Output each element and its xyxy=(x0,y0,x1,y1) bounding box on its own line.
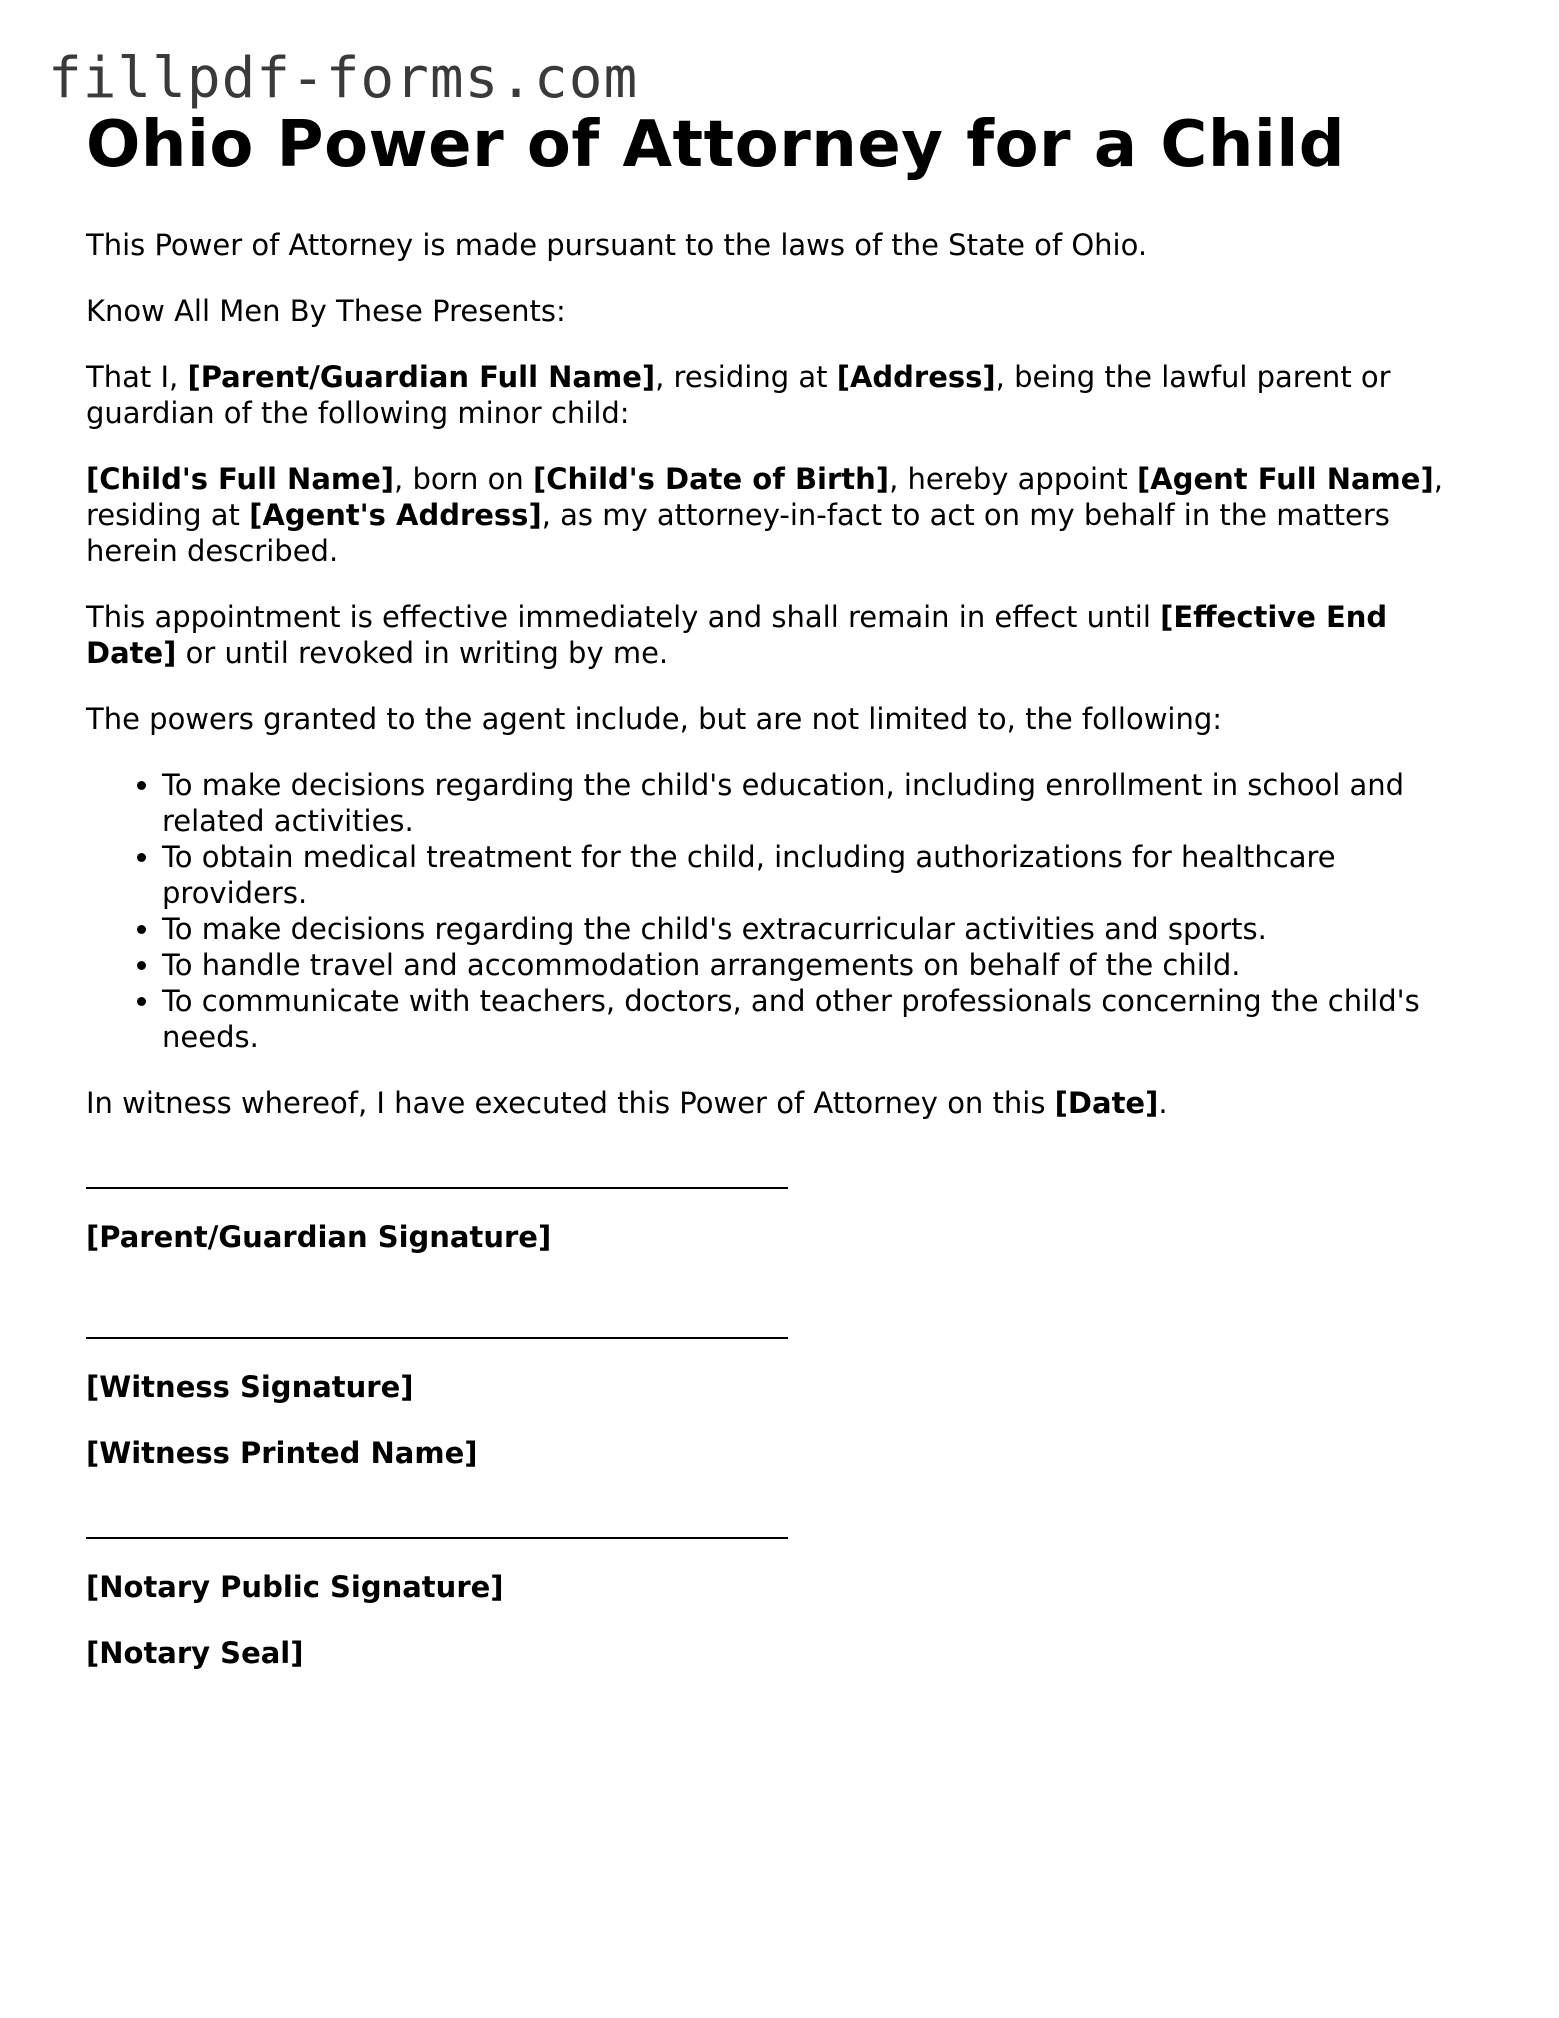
text: In witness whereof, I have executed this Power of Attorney on this xyxy=(86,1086,1055,1120)
text: That I, xyxy=(86,360,188,394)
parent-signature-line xyxy=(86,1157,788,1189)
watermark: fillpdf-forms.com xyxy=(48,46,639,111)
child-dob-field: [Child's Date of Birth] xyxy=(532,462,890,496)
document-body xyxy=(86,227,1486,1671)
effective-paragraph xyxy=(86,599,1486,671)
address-field: [Address] xyxy=(836,360,996,394)
parent-name-field: [Parent/Guardian Full Name] xyxy=(187,360,656,394)
text: , residing at xyxy=(86,462,1443,532)
list-item: • To make decisions regarding the child's education, including enrollment in school and related activities. xyxy=(162,767,1486,839)
notary-signature-label: [Notary Public Signature] xyxy=(86,1570,504,1604)
text: , being the lawful parent or guardian of the following minor child: xyxy=(86,360,1391,430)
text: This appointment is effective immediately and shall remain in effect until xyxy=(86,600,1161,634)
powers-list xyxy=(86,767,1486,1055)
end-date-field: [Effective End Date] xyxy=(86,600,1388,670)
text: or until revoked in writing by me. xyxy=(176,636,669,670)
powers-intro: The powers granted to the agent include, but are not limited to, the following: xyxy=(86,702,1223,736)
list-item: • To make decisions regarding the child's extracurricular activities and sports. xyxy=(162,911,1486,947)
document xyxy=(86,105,1486,1671)
list-item: • To obtain medical treatment for the child, including authorizations for healthcare providers. xyxy=(162,839,1486,911)
document-title: Ohio Power of Attorney for a Child xyxy=(86,108,1346,182)
child-name-field: [Child's Full Name] xyxy=(86,462,395,496)
text: , hereby appoint xyxy=(889,462,1137,496)
witness-signature-line xyxy=(86,1307,788,1339)
agent-name-field: [Agent Full Name] xyxy=(1137,462,1434,496)
text: , born on xyxy=(394,462,533,496)
parent-paragraph xyxy=(86,359,1486,431)
notary-signature-line xyxy=(86,1507,788,1539)
intro-paragraph: This Power of Attorney is made pursuant to the laws of the State of Ohio. xyxy=(86,228,1148,262)
list-item: • To handle travel and accommodation arrangements on behalf of the child. xyxy=(162,947,1486,983)
date-field: [Date] xyxy=(1054,1086,1159,1120)
child-paragraph xyxy=(86,461,1486,569)
witness-signature-label: [Witness Signature] xyxy=(86,1370,414,1404)
salutation: Know All Men By These Presents: xyxy=(86,294,566,328)
text: , as my attorney-in-fact to act on my behalf in the matters herein described. xyxy=(86,498,1390,568)
text: , residing at xyxy=(655,360,837,394)
parent-signature-label: [Parent/Guardian Signature] xyxy=(86,1220,552,1254)
agent-address-field: [Agent's Address] xyxy=(249,498,542,532)
witness-printed-name-label: [Witness Printed Name] xyxy=(86,1436,478,1470)
text: . xyxy=(1158,1086,1168,1120)
witness-paragraph xyxy=(86,1085,1486,1121)
notary-seal-label: [Notary Seal] xyxy=(86,1636,304,1670)
list-item: • To communicate with teachers, doctors, and other professionals concerning the child's needs. xyxy=(162,983,1486,1055)
